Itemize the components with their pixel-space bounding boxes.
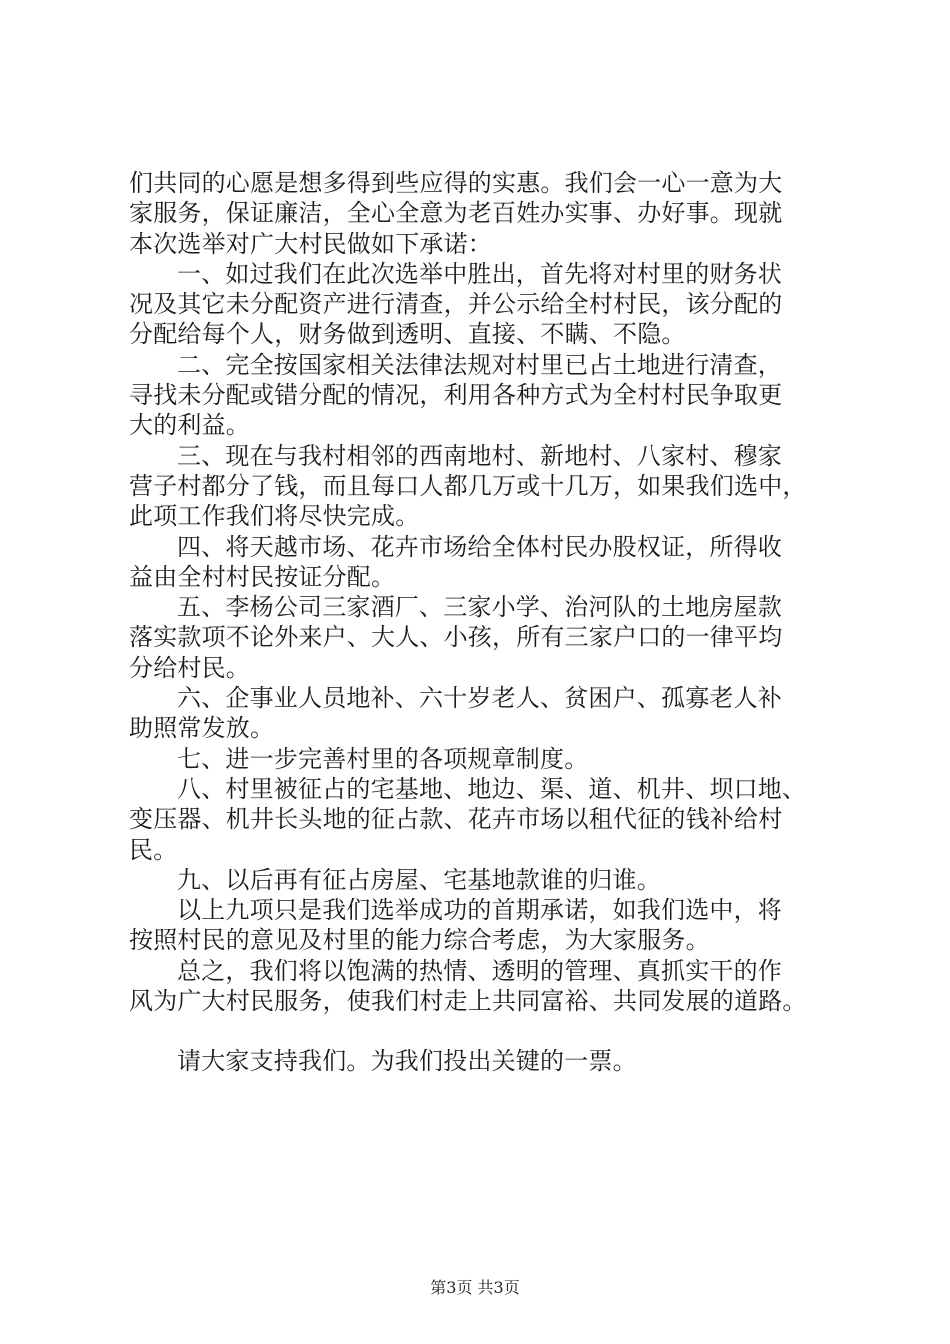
closing-appeal: 请大家支持我们。为我们投出关键的一票。 [177, 1047, 637, 1076]
page-footer: 第3页 共3页 [430, 1278, 520, 1297]
promise-item-2: 二、完全按国家相关法律法规对村里已占土地进行清查， [177, 350, 782, 379]
text-line: 们共同的心愿是想多得到些应得的实惠。我们会一心一意为大 [129, 169, 783, 197]
text-line: 寻找未分配或错分配的情况，利用各种方式为全村村民争取更 [129, 381, 783, 410]
text-line: 大的利益。 [129, 411, 250, 440]
text-line: 民。 [129, 835, 178, 864]
text-line: 本次选举对广大村民做如下承诺： [129, 229, 492, 258]
text-line: 况及其它未分配资产进行清查，并公示给全村村民，该分配的 [129, 290, 783, 319]
promise-item-1: 一、如过我们在此次选举中胜出，首先将对村里的财务状 [177, 259, 782, 288]
promise-item-4: 四、将天越市场、花卉市场给全体村民办股权证，所得收 [177, 532, 782, 561]
text-line: 风为广大村民服务，使我们村走上共同富裕、共同发展的道路。 [129, 987, 807, 1016]
text-line: 分给村民。 [129, 653, 250, 682]
promise-item-5: 五、李杨公司三家酒厂、三家小学、治河队的土地房屋款 [177, 593, 782, 622]
text-line: 营子村都分了钱，而且每口人都几万或十几万，如果我们选中， [129, 471, 807, 500]
document-body [129, 168, 849, 1077]
conclusion-paragraph: 总之，我们将以饱满的热情、透明的管理、真抓实干的作 [177, 956, 782, 985]
text-line: 益由全村村民按证分配。 [129, 562, 396, 591]
text-line: 家服务，保证廉洁，全心全意为老百姓办实事、办好事。现就 [129, 199, 783, 228]
promise-item-7: 七、进一步完善村里的各项规章制度。 [177, 744, 589, 773]
text-line: 分配给每个人，财务做到透明、直接、不瞒、不隐。 [129, 320, 686, 349]
promise-item-8: 八、村里被征占的宅基地、地边、渠、道、机井、坝口地、 [177, 774, 807, 803]
text-line: 变压器、机井长头地的征占款、花卉市场以租代征的钱补给村 [129, 805, 783, 834]
text-line: 此项工作我们将尽快完成。 [129, 502, 420, 531]
text-line: 落实款项不论外来户、大人、小孩，所有三家户口的一律平均 [129, 623, 783, 652]
text-line: 按照村民的意见及村里的能力综合考虑，为大家服务。 [129, 926, 710, 955]
summary-paragraph: 以上九项只是我们选举成功的首期承诺，如我们选中，将 [177, 896, 782, 925]
text-line: 助照常发放。 [129, 714, 275, 743]
promise-item-6: 六、企事业人员地补、六十岁老人、贫困户、孤寡老人补 [177, 684, 782, 713]
promise-item-9: 九、以后再有征占房屋、宅基地款谁的归谁。 [177, 865, 661, 894]
promise-item-3: 三、现在与我村相邻的西南地村、新地村、八家村、穆家 [177, 441, 782, 470]
